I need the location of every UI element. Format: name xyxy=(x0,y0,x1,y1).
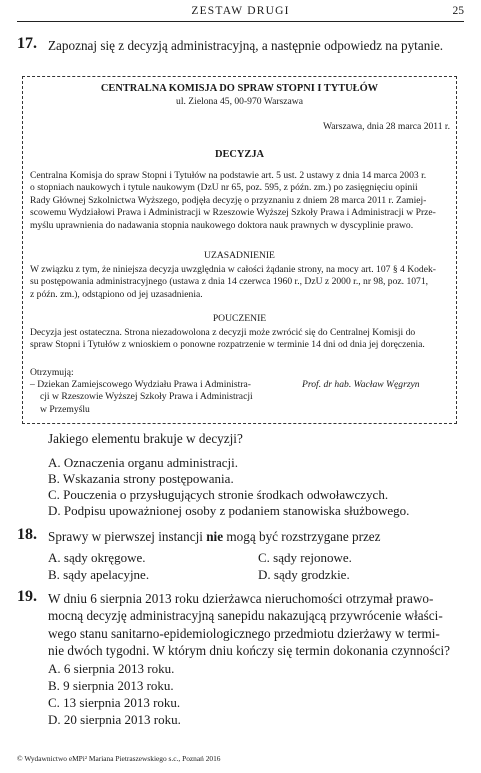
option-d[interactable]: D. sądy grodzkie. xyxy=(258,567,350,582)
doc-instruction xyxy=(30,327,450,352)
doc-body-line: Centralna Komisja do spraw Stopni i Tytułów na podstawie art. 5 ust. 2 ustawy z dnia 14 marca 2003 r. xyxy=(30,170,427,181)
doc-body-line: Rady Głównej Szkolnictwa Wyższego, podjęła decyzję o przyznaniu z dniem 28 marca 2011 r. Zamiej- xyxy=(30,194,427,206)
option-b[interactable]: B. 9 sierpnia 2013 roku. xyxy=(48,678,174,693)
option-a[interactable]: A. sądy okręgowe. xyxy=(48,550,146,565)
doc-instruction-line: Decyzja jest ostateczna. Strona niezadowolona z decyzji może zwrócić się do Centralnej Komisji do xyxy=(30,327,416,338)
option-b[interactable]: B. Wskazania strony postępowania. xyxy=(48,471,234,486)
question-19-options xyxy=(48,661,181,729)
doc-justification-heading: UZASADNIENIE xyxy=(204,250,275,261)
doc-recipient-line: – Dziekan Zamiejscowego Wydziału Prawa i Administra- xyxy=(30,379,251,390)
option-a[interactable]: A. 6 sierpnia 2013 roku. xyxy=(48,661,175,676)
doc-recipients-label: Otrzymują: xyxy=(30,367,74,378)
doc-instruction-heading: POUCZENIE xyxy=(212,313,267,324)
question-17-options xyxy=(48,455,409,519)
question-18-text-start: Sprawy w pierwszej instancji xyxy=(48,529,207,544)
option-c[interactable]: C. 13 sierpnia 2013 roku. xyxy=(48,695,181,710)
decision-document-box xyxy=(22,76,457,424)
question-19-line: nie dwóch tygodni. W którym dniu kończy się termin dokonania czynności? xyxy=(48,643,451,659)
question-18-number: 18. xyxy=(17,526,37,543)
question-17-prompt: Jakiego elementu brakuje w decyzji? xyxy=(48,431,243,446)
doc-organ: CENTRALNA KOMISJA DO SPRAW STOPNI I TYTUŁÓW xyxy=(100,83,379,94)
header-rule xyxy=(17,21,464,22)
option-c[interactable]: C. sądy rejonowe. xyxy=(258,550,352,565)
question-18-text-end: mogą być rozstrzygane przez xyxy=(223,529,381,544)
doc-body-line: o stopniach naukowych i tytule naukowym (DzU nr 65, poz. 595, z późn. zm.) po zasięgnięciu opinii xyxy=(30,182,418,194)
doc-address: ul. Zielona 45, 00-970 Warszawa xyxy=(176,96,303,107)
doc-body-line: scowemu Wydziałowi Prawa i Administracji w Rzeszowie Wyższej Szkoły Prawa i Administracji w Prze- xyxy=(30,207,436,219)
doc-justification-line: W związku z tym, że niniejsza decyzja uwzględnia w całości żądanie strony, na mocy art. 107 § 4 Kodek- xyxy=(30,264,436,275)
question-19-text xyxy=(48,590,466,660)
doc-signature: Prof. dr hab. Wacław Węgrzyn xyxy=(302,379,420,390)
option-b[interactable]: B. sądy apelacyjne. xyxy=(48,567,150,582)
running-header-title: ZESTAW DRUGI xyxy=(191,5,290,17)
question-17-number: 17. xyxy=(17,35,37,52)
doc-instruction-line: spraw Stopni i Tytułów z wnioskiem o ponowne rozpatrzenie w terminie 14 dni od dnia jej doręczenia. xyxy=(30,339,425,351)
question-19-line: mocną decyzję administracyjną sanepidu nakazującą przywrócenie właści- xyxy=(48,608,443,624)
doc-title: DECYZJA xyxy=(214,149,265,160)
doc-recipient-line: cji w Rzeszowie Wyższej Szkoły Prawa i Administracji xyxy=(40,391,253,403)
question-19-line: W dniu 6 sierpnia 2013 roku dzierżawca nieruchomości otrzymał prawo- xyxy=(48,591,434,606)
doc-justification-line: z późn. zm.), odstąpiono od jej uzasadnienia. xyxy=(30,288,203,300)
doc-justification xyxy=(30,264,450,301)
page-number: 25 xyxy=(452,5,464,17)
question-18-text xyxy=(48,528,381,545)
option-d[interactable]: D. Podpisu upoważnionej osoby z podaniem stanowiska służbowego. xyxy=(48,503,410,518)
question-19-number: 19. xyxy=(17,588,37,605)
doc-body-line: myślu uprawnienia do nadawania stopnia naukowego doktora nauk prawnych w dyscyplinie prawo. xyxy=(30,219,414,231)
question-17-text: Zapoznaj się z decyzją administracyjną, a następnie odpowiedz na pytanie. xyxy=(48,38,444,53)
option-d[interactable]: D. 20 sierpnia 2013 roku. xyxy=(48,712,181,727)
doc-justification-line: su postępowania administracyjnego (ustawa z dnia 14 czerwca 1960 r., DzU z 2000 r., nr 98, poz. 1071, xyxy=(30,276,429,288)
footer-copyright: © Wydawnictwo eMPi² Mariana Pietraszewskiego s.c., Poznań 2016 xyxy=(17,754,221,763)
doc-place-date: Warszawa, dnia 28 marca 2011 r. xyxy=(322,121,450,132)
option-c[interactable]: C. Pouczenia o przysługujących stronie środkach odwoławczych. xyxy=(48,487,389,502)
option-a[interactable]: A. Oznaczenia organu administracji. xyxy=(48,455,238,470)
doc-recipients xyxy=(30,379,290,416)
question-19-line: wego stanu sanitarno-epidemiologicznego przedmiotu dzierżawy w termi- xyxy=(48,625,440,641)
question-18-text-negation: nie xyxy=(206,529,224,544)
doc-recipient-line: w Przemyślu xyxy=(40,403,90,415)
doc-body xyxy=(30,170,450,232)
